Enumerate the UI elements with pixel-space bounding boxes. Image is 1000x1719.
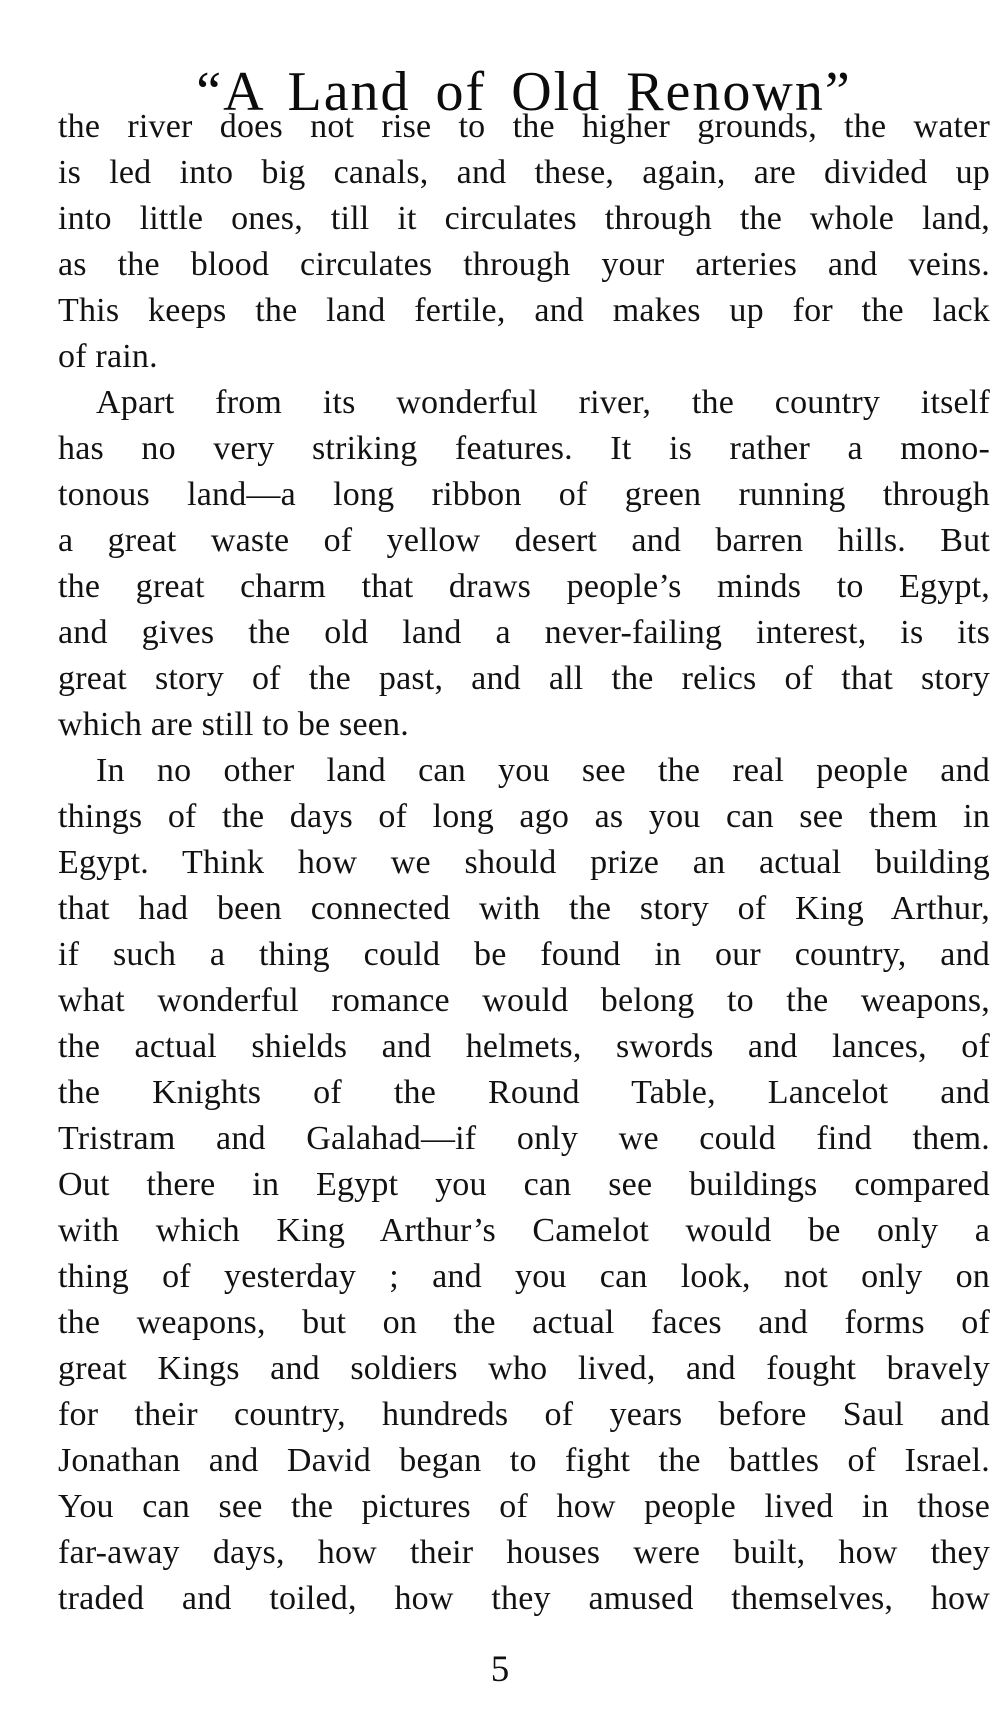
text-line: and gives the old land a never-failing interest, is its [58, 614, 990, 651]
text-line: great Kings and soldiers who lived, and fought bravely [58, 1350, 990, 1387]
text-line: as the blood circulates through your arteries and veins. [58, 246, 990, 283]
text-line: of rain. [58, 338, 158, 375]
text-line: is led into big canals, and these, again, are divided up [58, 154, 990, 191]
text-line: Jonathan and David began to fight the battles of Israel. [58, 1442, 990, 1479]
text-line: Apart from its wonderful river, the country itself [96, 384, 990, 421]
text-line: traded and toiled, how they amused themselves, how [58, 1580, 990, 1617]
text-line: Out there in Egypt you can see buildings compared [58, 1166, 990, 1203]
text-line: the weapons, but on the actual faces and forms of [58, 1304, 990, 1341]
text-line: thing of yesterday ; and you can look, not only on [58, 1258, 990, 1295]
text-line: a great waste of yellow desert and barren hills. But [58, 522, 990, 559]
text-line: the actual shields and helmets, swords and lances, of [58, 1028, 990, 1065]
text-line: for their country, hundreds of years before Saul and [58, 1396, 990, 1433]
paragraph [58, 104, 990, 380]
text-line: what wonderful romance would belong to the weapons, [58, 982, 990, 1019]
text-line: Egypt. Think how we should prize an actual building [58, 844, 990, 881]
text-line: In no other land can you see the real people and [96, 752, 990, 789]
text-line: great story of the past, and all the relics of that story [58, 660, 990, 697]
text-line: has no very striking features. It is rather a mono- [58, 430, 990, 467]
paragraph [58, 380, 990, 748]
text-line: the Knights of the Round Table, Lancelot and [58, 1074, 990, 1111]
text-line: far-away days, how their houses were built, how they [58, 1534, 990, 1571]
text-line: things of the days of long ago as you can see them in [58, 798, 990, 835]
text-line: the river does not rise to the higher grounds, the water [58, 108, 990, 145]
page-number: 5 [490, 1649, 510, 1690]
paragraph [58, 748, 990, 1622]
text-line: with which King Arthur’s Camelot would be only a [58, 1212, 990, 1249]
text-line: the great charm that draws people’s minds to Egypt, [58, 568, 990, 605]
text-line: if such a thing could be found in our country, and [58, 936, 990, 973]
text-line: Tristram and Galahad—if only we could find them. [58, 1120, 990, 1157]
page-title: “A Land of Old Renown” [196, 60, 852, 123]
text-line: into little ones, till it circulates through the whole land, [58, 200, 990, 237]
text-line: tonous land—a long ribbon of green running through [58, 476, 990, 513]
text-line: This keeps the land fertile, and makes up for the lack [58, 292, 990, 329]
text-line: which are still to be seen. [58, 706, 409, 743]
text-column [58, 104, 990, 1622]
text-line: You can see the pictures of how people lived in those [58, 1488, 990, 1525]
text-line: that had been connected with the story of King Arthur, [58, 890, 990, 927]
